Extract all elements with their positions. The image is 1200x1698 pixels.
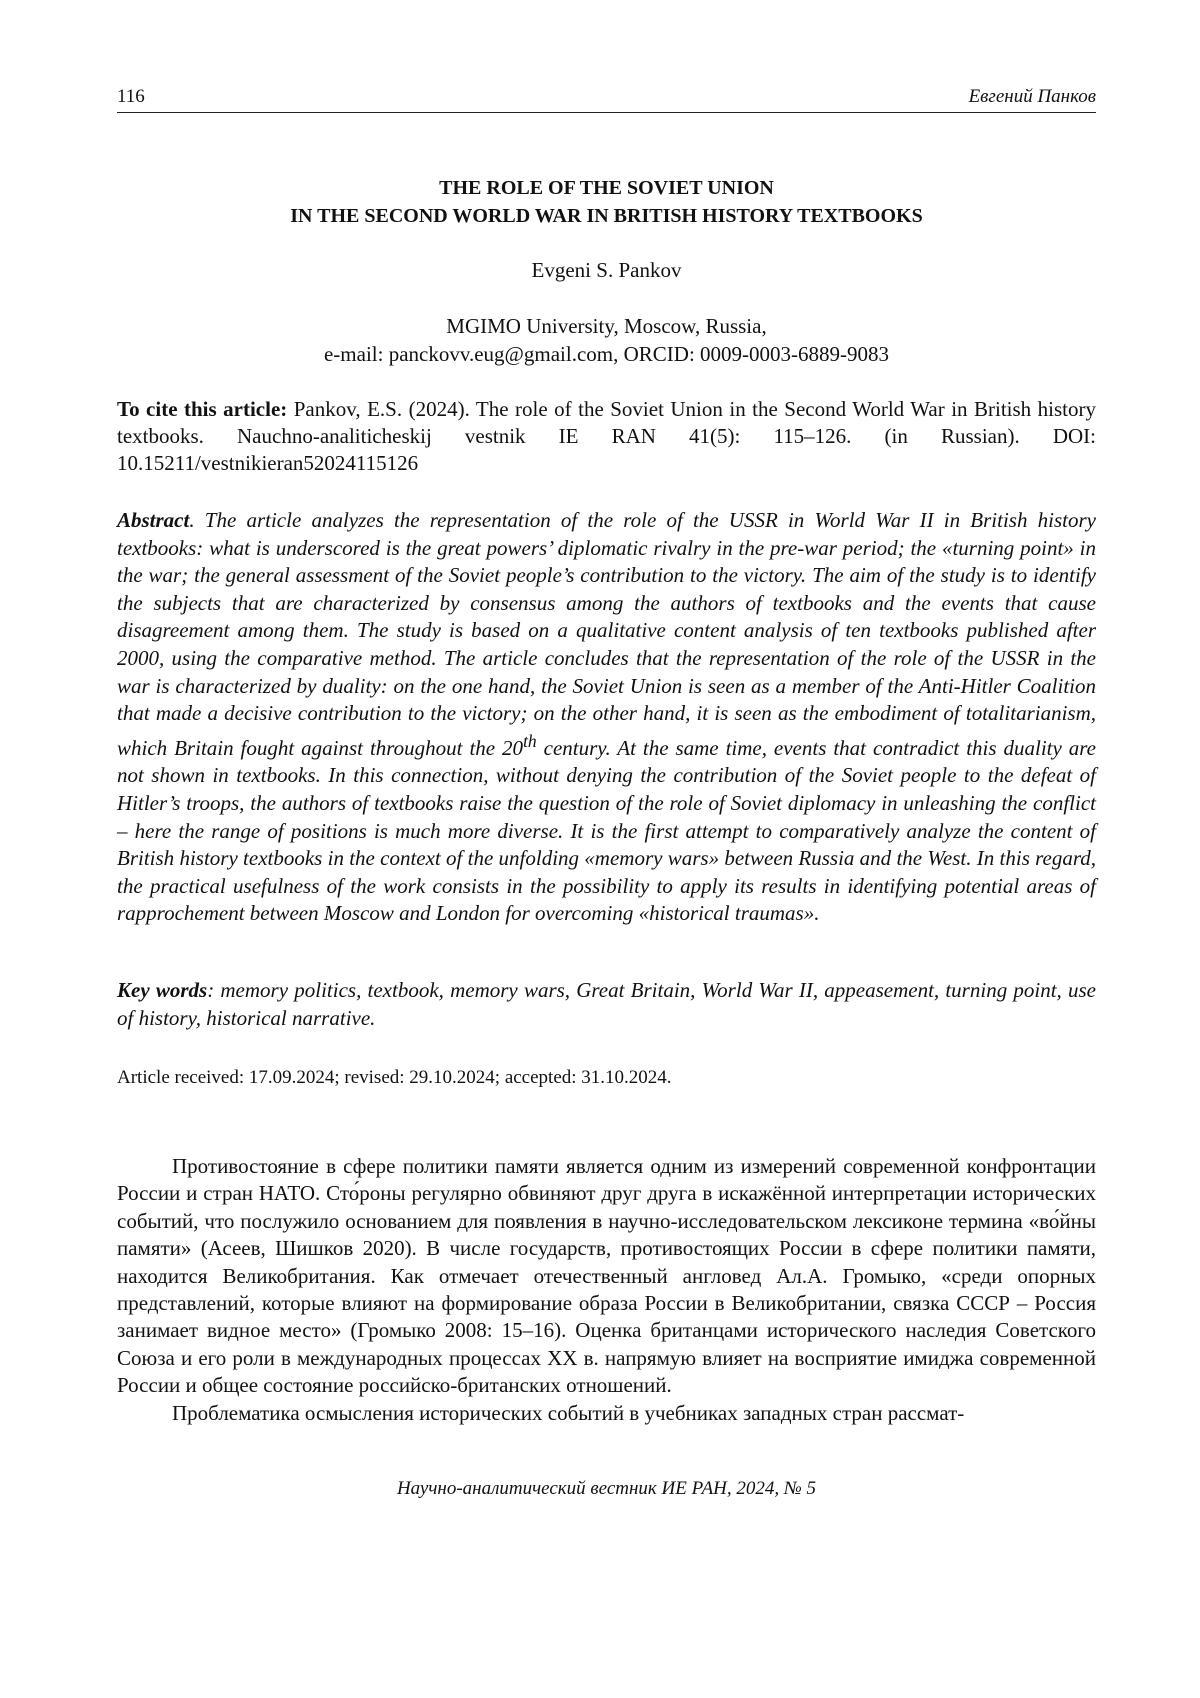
body-text	[117, 1153, 1096, 1427]
keywords-label: Key words	[117, 978, 208, 1002]
citation-text: Pankov, E.S. (2024). The role of the Soviet Union in the Second World War in British history textbooks. Nauchno-analiticheskij vestnik IE RAN 41(5): 115–126. (in Russian). DOI: 10.15211/vestnikieran52024115126	[117, 397, 1096, 475]
author-name: Evgeni S. Pankov	[531, 258, 682, 282]
running-author: Евгений Панков	[968, 86, 1096, 107]
body-paragraph-1: Противостояние в сфере политики памяти является одним из измерений современной конфронтации России и стран НАТО. Сто́роны регулярно обвиняют друг друга в искажённой интерпретации исторических событий, что послужило основанием для появления в научно-исследовательском лексиконе термина «во́йны памяти» (Асеев, Шишков 2020). В числе государств, противостоящих России в сфере политики памяти, находится Великобритания. Как отмечает отечественный англовед Ал.А. Громыко, «среди опорных представлений, которые влияют на формирование образа России в Великобритании, связка СССР – Россия занимает видное место» (Громыко 2008: 15–16). Оценка британцами исторического наследия Советского Союза и его роли в международных процессах XX в. напрямую влияет на восприятие имиджа современной России и общее состояние российско-британских отношений.	[117, 1154, 1096, 1398]
article-title	[117, 174, 1096, 230]
keywords-text: : memory politics, textbook, memory wars, Great Britain, World War II, appeasement, turning point, use of history, historical narrative.	[117, 978, 1097, 1030]
abstract-text-part2: century. At the same time, events that contradict this duality are not shown in textbooks. In this connection, without denying the contribution of the Soviet people to the defeat of Hitler’s troops, the authors of textbooks raise the question of the role of Soviet diplomacy in unleashing the conflict – here the range of positions is much more diverse. It is the first attempt to comparatively analyze the content of British history textbooks in the context of the unfolding «memory wars» between Russia and the West. In this regard, the practical usefulness of the work consists in the possibility to apply its results in identifying potential areas of rapprochement between Moscow and London for overcoming «historical traumas».	[117, 735, 1096, 926]
affiliation-block	[117, 312, 1096, 368]
affiliation: MGIMO University, Moscow, Russia,	[446, 314, 767, 338]
title-line-1: THE ROLE OF THE SOVIET UNION	[439, 177, 774, 199]
citation-label: To cite this article:	[117, 397, 288, 421]
abstract-label: Abstract	[117, 508, 190, 532]
running-header	[117, 86, 1096, 113]
abstract-text-part1: . The article analyzes the representation of the role of the USSR in World War II in British history textbooks: what is underscored is the great powers’ diplomatic rivalry in the pre-war period; the «turning point» in the war; the general assessment of the Soviet people’s contribution to the victory. The aim of the study is to identify the subjects that are characterized by consensus among the authors of textbooks and the events that cause disagreement among them. The study is based on a qualitative content analysis of ten textbooks published after 2000, using the comparative method. The article concludes that the representation of the role of the USSR in the war is characterized by duality: on the one hand, the Soviet Union is seen as a member of the Anti-Hitler Coalition that made a decisive contribution to the victory; on the other hand, it is seen as the embodiment of totalitarianism, which Britain fought against throughout the 20	[117, 508, 1096, 760]
page-number: 116	[117, 86, 145, 107]
abstract-block	[117, 507, 1096, 928]
journal-footer: Научно-аналитический вестник ИЕ РАН, 2024, № 5	[396, 1478, 817, 1499]
contact-line: e-mail: panckovv.eug@gmail.com, ORCID: 0009-0003-6889-9083	[323, 342, 890, 366]
article-dates: Article received: 17.09.2024; revised: 29.10.2024; accepted: 31.10.2024.	[117, 1067, 672, 1088]
citation-block	[117, 396, 1096, 477]
abstract-superscript: th	[523, 730, 537, 751]
body-paragraph-2: Проблематика осмысления исторических событий в учебниках западных стран рассмат-	[172, 1400, 965, 1425]
title-line-2: IN THE SECOND WORLD WAR IN BRITISH HISTORY TEXTBOOKS	[290, 205, 923, 227]
keywords-block	[117, 977, 1096, 1032]
